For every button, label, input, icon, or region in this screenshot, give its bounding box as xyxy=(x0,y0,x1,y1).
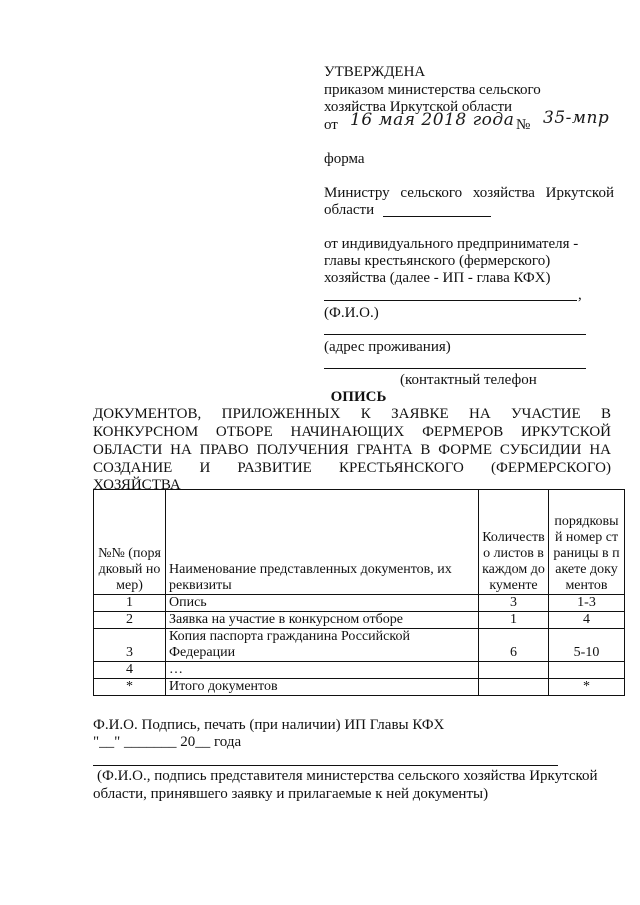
table-row xyxy=(94,612,625,629)
signature-line: Ф.И.О. Подпись, печать (при наличии) ИП Главы КФХ xyxy=(93,717,445,733)
handwritten-date: 16 мая 2018 года xyxy=(350,110,515,130)
row-name: Опись xyxy=(166,595,479,612)
row-pages: 4 xyxy=(549,612,625,629)
form-label: форма xyxy=(324,151,365,167)
approval-number-label: № xyxy=(516,117,531,133)
addressee-line-1: Министру сельского хозяйства Иркутской xyxy=(324,185,614,201)
row-pages: 5-10 xyxy=(549,629,625,662)
heading-line-3: ОБЛАСТИ НА ПРАВО ПОЛУЧЕНИЯ ГРАНТА В ФОРМЕ СУБСИДИИ НА xyxy=(93,442,611,458)
header-sheets: Количество листов в каждом документе xyxy=(479,490,549,595)
representative-blank-line xyxy=(93,765,558,766)
row-sheets xyxy=(479,679,549,696)
row-name-text: Копия паспорта гражданина Российской Федерации xyxy=(169,629,410,660)
row-num: 4 xyxy=(94,662,166,679)
table-row xyxy=(94,629,625,662)
document-title: ОПИСЬ xyxy=(330,389,387,405)
row-num: 1 xyxy=(94,595,166,612)
row-num: 2 xyxy=(94,612,166,629)
phone-label: (контактный телефон xyxy=(400,372,537,388)
heading-line-4: СОЗДАНИЕ И РАЗВИТИЕ КРЕСТЬЯНСКОГО (ФЕРМЕРСКОГО) xyxy=(93,460,611,476)
phone-blank-line xyxy=(324,368,586,369)
handwritten-number: 35-мпр xyxy=(543,108,610,128)
row-pages: * xyxy=(549,679,625,696)
row-pages: 1-3 xyxy=(549,595,625,612)
approval-line-2: хозяйства Иркутской области xyxy=(324,99,513,115)
header-name: Наименование представленных документов, их реквизиты xyxy=(166,490,479,595)
header-num: №№ (порядковый номер) xyxy=(94,490,166,595)
row-num: 3 xyxy=(94,629,166,662)
row-sheets: 1 xyxy=(479,612,549,629)
heading-line-2: КОНКУРСНОМ ОТБОРЕ НАЧИНАЮЩИХ ФЕРМЕРОВ ИРКУТСКОЙ xyxy=(93,424,611,440)
addressee-line-2: области xyxy=(324,202,375,218)
row-sheets xyxy=(479,662,549,679)
row-name: Итого документов xyxy=(166,679,479,696)
approval-from-label: от xyxy=(324,117,338,133)
footer-line-2: области, принявшего заявку и прилагаемые к ней документы) xyxy=(93,786,489,802)
heading-line-5: ХОЗЯЙСТВА xyxy=(93,477,181,493)
sender-line-2: главы крестьянского (фермерского) xyxy=(324,253,551,269)
table-header-row xyxy=(94,490,625,595)
fio-trailing-comma: , xyxy=(578,287,582,303)
row-sheets: 3 xyxy=(479,595,549,612)
approval-line-1: приказом министерства сельского xyxy=(324,82,541,98)
heading-line-1: ДОКУМЕНТОВ, ПРИЛОЖЕННЫХ К ЗАЯВКЕ НА УЧАСТИЕ В xyxy=(93,406,611,422)
approval-title: УТВЕРЖДЕНА xyxy=(324,64,426,80)
row-pages xyxy=(549,662,625,679)
address-label: (адрес проживания) xyxy=(324,339,451,355)
signature-date-line: "__" _______ 20__ года xyxy=(93,734,242,750)
header-pages: порядковый номер страницы в пакете документов xyxy=(549,490,625,595)
addressee-blank-line xyxy=(383,216,491,217)
sender-line-1: от индивидуального предпринимателя - xyxy=(324,236,579,252)
documents-table xyxy=(93,489,625,696)
footer-line-1: (Ф.И.О., подпись представителя министерства сельского хозяйства Иркутской xyxy=(97,768,598,784)
row-name: Заявка на участие в конкурсном отборе xyxy=(166,612,479,629)
row-sheets: 6 xyxy=(479,629,549,662)
fio-label: (Ф.И.О.) xyxy=(324,305,379,321)
table-row xyxy=(94,662,625,679)
table-row xyxy=(94,595,625,612)
address-blank-line xyxy=(324,334,586,335)
table-row xyxy=(94,679,625,696)
row-name: … xyxy=(166,662,479,679)
sender-line-3: хозяйства (далее - ИП - глава КФХ) xyxy=(324,270,551,286)
row-num: * xyxy=(94,679,166,696)
fio-blank-line xyxy=(324,300,577,301)
row-name xyxy=(166,629,479,662)
